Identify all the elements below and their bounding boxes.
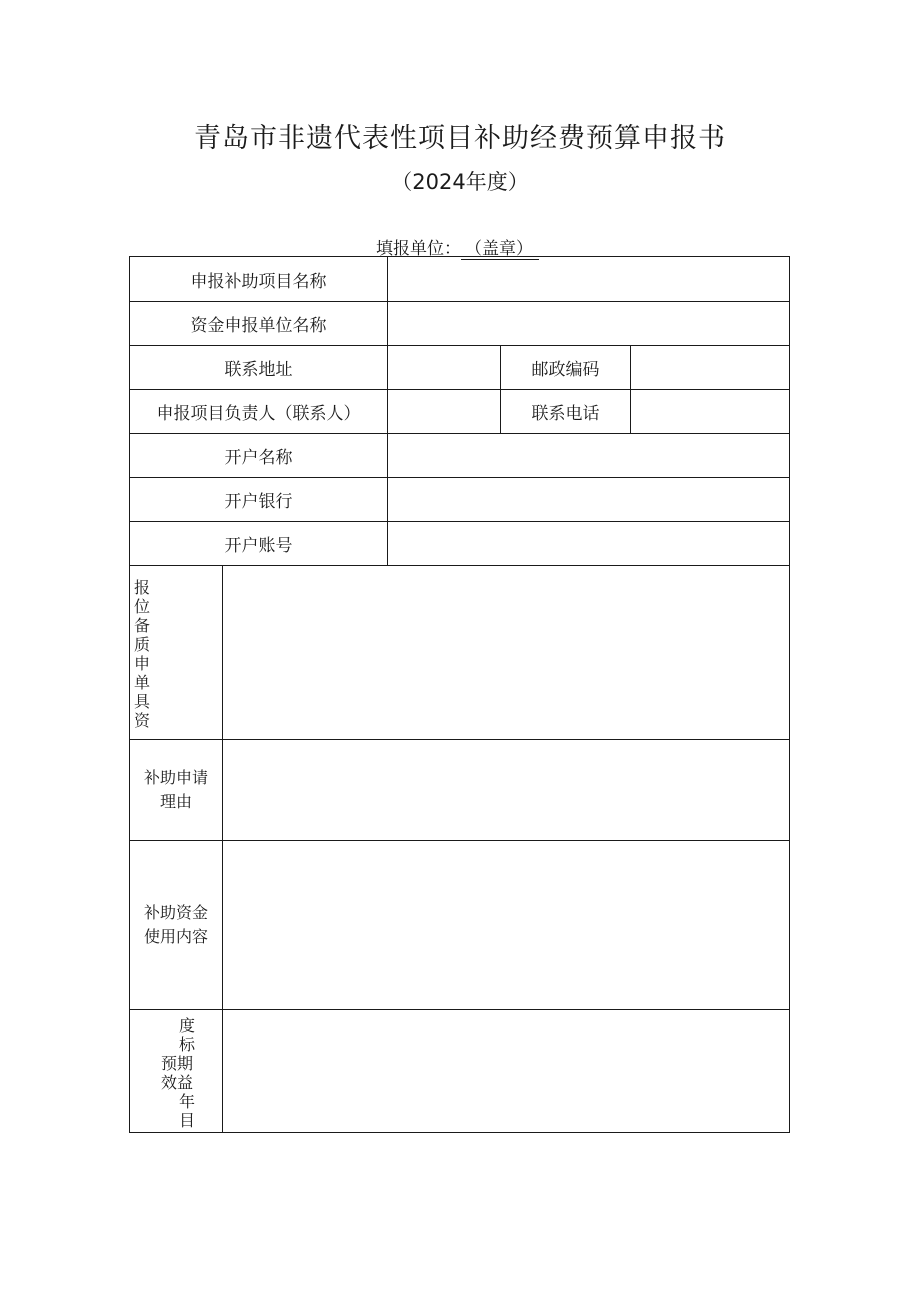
benefit-label-line: 效益 xyxy=(160,1073,193,1092)
page-subtitle-year: （2024年度） xyxy=(391,170,529,194)
qualification-field[interactable] xyxy=(222,565,790,740)
qualification-char: 质 xyxy=(133,635,150,654)
qualification-char: 备 xyxy=(133,616,150,635)
account-name-label: 开户名称 xyxy=(129,433,388,478)
usage-label-line: 使用内容 xyxy=(143,927,208,946)
account-number-label: 开户账号 xyxy=(129,521,388,566)
benefit-label-cell xyxy=(129,1009,223,1133)
address-field[interactable] xyxy=(387,345,501,390)
usage-field[interactable] xyxy=(222,840,790,1010)
bank-field[interactable] xyxy=(387,477,790,522)
phone-field[interactable] xyxy=(630,389,790,434)
bank-label: 开户银行 xyxy=(129,477,388,522)
qualification-label-cell xyxy=(129,565,223,740)
benefit-char: 标 xyxy=(178,1035,195,1054)
reason-label-line: 理由 xyxy=(159,792,192,811)
reason-label-line: 补助申请 xyxy=(143,768,208,787)
address-label: 联系地址 xyxy=(129,345,388,390)
project-leader-field[interactable] xyxy=(387,389,501,434)
reason-label-cell xyxy=(129,739,223,841)
qualification-char: 资 xyxy=(133,711,150,730)
project-name-field[interactable] xyxy=(387,256,790,302)
qualification-char: 具 xyxy=(133,692,150,711)
account-name-field[interactable] xyxy=(387,433,790,478)
postal-code-label: 邮政编码 xyxy=(500,345,631,390)
qualification-char: 申 xyxy=(133,654,150,673)
usage-label-line: 补助资金 xyxy=(143,903,208,922)
filler-stamp: （盖章） xyxy=(461,239,539,260)
filler-unit-label: 填报单位： xyxy=(376,239,461,259)
qualification-char: 位 xyxy=(133,597,150,616)
reason-field[interactable] xyxy=(222,739,790,841)
project-leader-label: 申报项目负责人（联系人） xyxy=(129,389,388,434)
qualification-char: 单 xyxy=(133,673,150,692)
benefit-char: 年 xyxy=(178,1092,195,1111)
postal-code-field[interactable] xyxy=(630,345,790,390)
unit-name-label: 资金申报单位名称 xyxy=(129,301,388,346)
usage-label-cell xyxy=(129,840,223,1010)
account-number-field[interactable] xyxy=(387,521,790,566)
benefit-char: 目 xyxy=(178,1111,195,1130)
benefit-label-line: 预期 xyxy=(160,1054,193,1073)
project-name-label: 申报补助项目名称 xyxy=(129,256,388,302)
page-title: 青岛市非遗代表性项目补助经费预算申报书 xyxy=(194,123,726,154)
benefit-char: 度 xyxy=(178,1016,195,1035)
unit-name-field[interactable] xyxy=(387,301,790,346)
qualification-char: 报 xyxy=(133,578,150,597)
benefit-field[interactable] xyxy=(222,1009,790,1133)
phone-label: 联系电话 xyxy=(500,389,631,434)
